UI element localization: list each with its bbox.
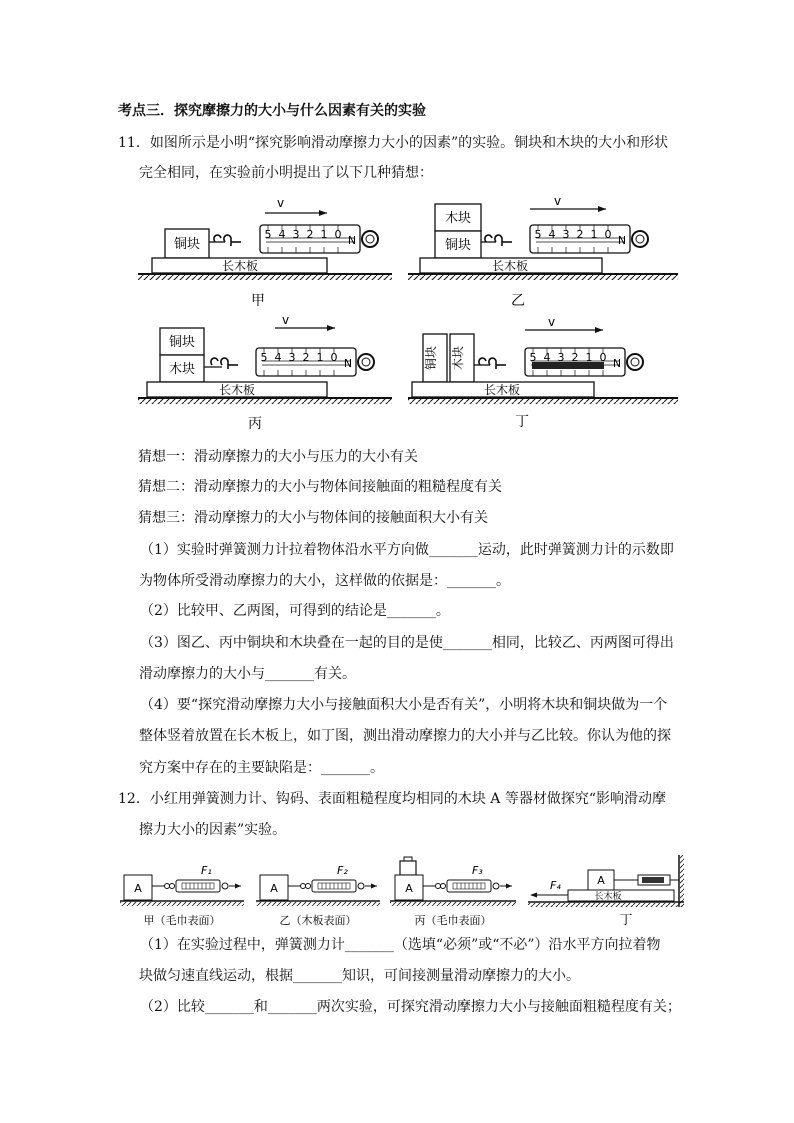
copper-block-label: 铜块: [173, 237, 201, 252]
copper-block-label: 铜块: [444, 238, 472, 253]
q12-part2: （2）比较_______和_______两次实验，可探究滑动摩擦力大小与接触面粗糙程度有关；: [140, 999, 681, 1015]
velocity-label: v: [277, 196, 285, 210]
force-label-f2: F₂: [337, 864, 348, 877]
scale-tick-label: 0: [330, 351, 338, 364]
q12-diagram-bing: [390, 857, 516, 927]
q12-line2: 擦力大小的因素”实验。: [139, 822, 287, 838]
caption-bing: 丙: [248, 416, 262, 432]
force-label-f1: F₁: [201, 864, 212, 877]
scale-tick-label: 1: [316, 351, 324, 364]
q11-line2: 完全相同，在实验前小明提出了以下几种猜想：: [139, 165, 433, 181]
scale-unit-label: N: [347, 234, 357, 247]
guess-2: 猜想二：滑动摩擦力的大小与物体间接触面的粗糙程度有关: [138, 479, 502, 495]
copper-block-label: 铜块: [168, 335, 196, 350]
board-label: 长木板: [221, 259, 259, 273]
q11-figure: [130, 192, 690, 432]
q11-part4-line2: 整体竖着放置在长木板上，如丁图，测出滑动摩擦力的大小并与乙比较。你认为他的探: [139, 728, 671, 744]
scale-tick-label: 4: [548, 228, 556, 241]
section-title: 考点三．探究摩擦力的大小与什么因素有关的实验: [118, 103, 426, 119]
wood-block-label: 木块: [451, 345, 465, 371]
scale-tick-label: 3: [288, 351, 296, 364]
scale-tick-label: 5: [260, 351, 268, 364]
q11-part4-line1: （4）要“探究滑动摩擦力大小与接触面积大小是否有关”，小明将木块和铜块做为一个: [140, 697, 668, 713]
scale-tick-label: 4: [274, 351, 282, 364]
q11-part3-line1: （3）图乙、丙中铜块和木块叠在一起的目的是使_______相同，比较乙、丙两图可得出: [140, 635, 674, 651]
scale-tick-label: 1: [590, 228, 598, 241]
scale-tick-label: 1: [320, 228, 328, 241]
board-label: 长木板: [218, 383, 256, 397]
scale-tick-label: 5: [529, 351, 537, 364]
block-a-label: A: [134, 882, 142, 895]
q12-caption-jia: 甲（毛巾表面）: [143, 914, 221, 927]
diagram-bing: [138, 313, 392, 432]
scale-unit-label: N: [617, 234, 627, 247]
q12-caption-bing: 丙（毛巾表面）: [414, 914, 492, 927]
board-label: 长木板: [491, 259, 529, 273]
scale-tick-label: 3: [557, 351, 565, 364]
q12-diagram-yi: [256, 864, 380, 927]
scale-tick-label: 2: [306, 228, 314, 241]
block-a-label: A: [597, 874, 605, 887]
diagram-yi: [408, 194, 678, 309]
scale-tick-label: 5: [264, 228, 272, 241]
velocity-label: v: [548, 315, 556, 329]
velocity-label: v: [282, 313, 290, 327]
scale-tick-label: 4: [543, 351, 551, 364]
scale-tick-label: 0: [604, 228, 612, 241]
q12-figure: [118, 845, 698, 930]
scale-tick-label: 0: [334, 228, 342, 241]
wood-block-label: 木块: [444, 211, 472, 226]
scale-tick-label: 1: [585, 351, 593, 364]
q12-caption-yi: 乙（木板表面）: [279, 914, 357, 927]
q12-line1: 12．小红用弹簧测力计、钩码、表面粗糙程度均相同的木块 A 等器材做探究“影响滑动摩: [118, 791, 666, 807]
q11-part2: （2）比较甲、乙两图，可得到的结论是_______。: [140, 603, 450, 619]
scale-tick-label: 3: [292, 228, 300, 241]
force-label-f3: F₃: [472, 864, 483, 877]
force-label-f4: F₄: [550, 879, 561, 892]
scale-tick-label: 2: [571, 351, 579, 364]
scale-unit-label: N: [343, 357, 353, 370]
guess-1: 猜想一：滑动摩擦力的大小与压力的大小有关: [138, 449, 418, 465]
diagram-ding: [408, 315, 678, 430]
copper-block-label: 铜块: [424, 345, 438, 371]
q11-part4-line3: 究方案中存在的主要缺陷是：_______。: [139, 760, 384, 776]
q11-part1-line2: 为物体所受滑动摩擦力的大小，这样做的依据是：_______。: [139, 573, 510, 589]
caption-yi: 乙: [511, 293, 525, 309]
scale-unit-label: N: [612, 357, 622, 370]
q11-line1: 11．如图所示是小明“探究影响滑动摩擦力大小的因素”的实验。铜块和木块的大小和形状: [118, 135, 669, 151]
q12-diagram-ding: [528, 855, 684, 928]
scale-tick-label: 4: [278, 228, 286, 241]
scale-tick-label: 2: [576, 228, 584, 241]
board-label: 长木板: [483, 383, 521, 397]
velocity-label: v: [554, 194, 562, 208]
q12-part1-line2: 块做匀速直线运动，根据_______知识，可间接测量滑动摩擦力的大小。: [139, 968, 580, 984]
scale-tick-label: 0: [599, 351, 607, 364]
scale-tick-label: 2: [302, 351, 310, 364]
scale-tick-label: 5: [534, 228, 542, 241]
q12-diagram-jia: [120, 864, 244, 927]
scale-tick-label: 3: [562, 228, 570, 241]
wood-block-label: 木块: [168, 362, 196, 377]
q12-part1-line1: （1）在实验过程中，弹簧测力计_______（选填“必须”或“不必”）沿水平方向拉着物: [140, 937, 661, 953]
guess-3: 猜想三：滑动摩擦力的大小与物体间的接触面积大小有关: [138, 510, 488, 526]
block-a-label: A: [405, 882, 413, 895]
block-a-label: A: [270, 882, 278, 895]
caption-jia: 甲: [251, 293, 265, 309]
board-label: 长木板: [594, 892, 622, 902]
q12-caption-ding: 丁: [619, 913, 633, 928]
q11-part1-line1: （1）实验时弹簧测力计拉着物体沿水平方向做_______运动，此时弹簧测力计的示数即: [140, 542, 674, 558]
caption-ding: 丁: [515, 414, 529, 430]
q11-part3-line2: 滑动摩擦力的大小与_______有关。: [139, 666, 356, 682]
diagram-jia: [138, 196, 392, 309]
